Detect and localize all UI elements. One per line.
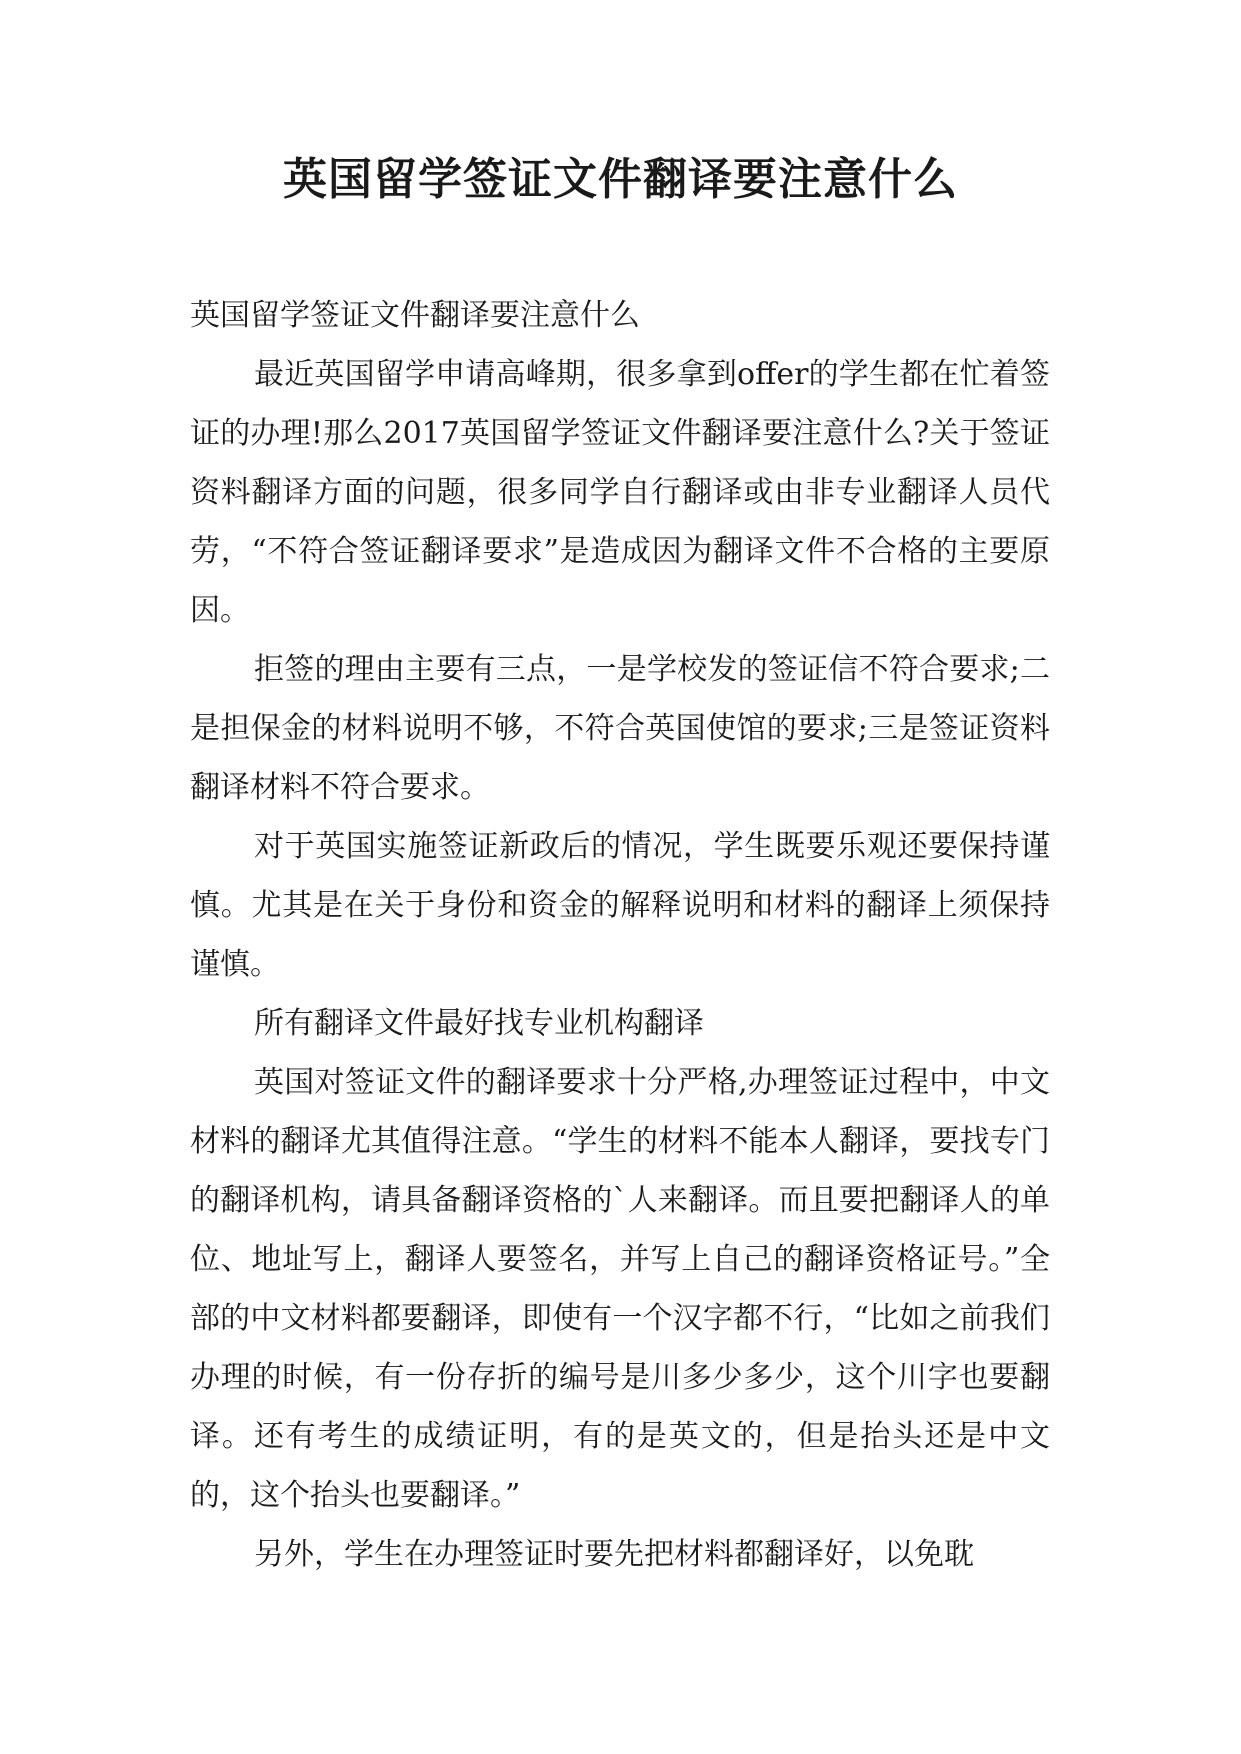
paragraph: 另外，学生在办理签证时要先把材料都翻译好，以免耽: [254, 1537, 974, 1572]
paragraph: 对于英国实施签证新政后的情况，学生既要乐观还要保持谨慎。尤其是在关于身份和资金的解释说明和材料的翻译上须保持谨慎。: [190, 829, 1050, 982]
document-title: 英国留学签证文件翻译要注意什么: [283, 154, 958, 205]
document-body: [190, 286, 1050, 1584]
paragraph: 英国对签证文件的翻译要求十分严格,办理签证过程中，中文材料的翻译尤其值得注意。“学生的材料不能本人翻译，要找专门的翻译机构，请具备翻译资格的`人来翻译。而且要把翻译人的单位、地址写上，翻译人要签名，并写上自己的翻译资格证号。”全部的中文材料都要翻译，即使有一个汉字都不行，“比如之前我们办理的时候，有一份存折的编号是川多少多少，这个川字也要翻译。还有考生的成绩证明，有的是英文的，但是抬头还是中文的，这个抬头也要翻译。”: [190, 1065, 1050, 1513]
paragraph: 拒签的理由主要有三点，一是学校发的签证信不符合要求;二是担保金的材料说明不够，不符合英国使馆的要求;三是签证资料翻译材料不符合要求。: [190, 652, 1050, 805]
document-subtitle: 英国留学签证文件翻译要注意什么: [190, 298, 640, 333]
paragraph: 最近英国留学申请高峰期，很多拿到offer的学生都在忙着签证的办理!那么2017英国留学签证文件翻译要注意什么?关于签证资料翻译方面的问题，很多同学自行翻译或由非专业翻译人员代劳，“不符合签证翻译要求”是造成因为翻译文件不合格的主要原因。: [190, 357, 1050, 628]
section-heading: 所有翻译文件最好找专业机构翻译: [254, 1006, 704, 1041]
